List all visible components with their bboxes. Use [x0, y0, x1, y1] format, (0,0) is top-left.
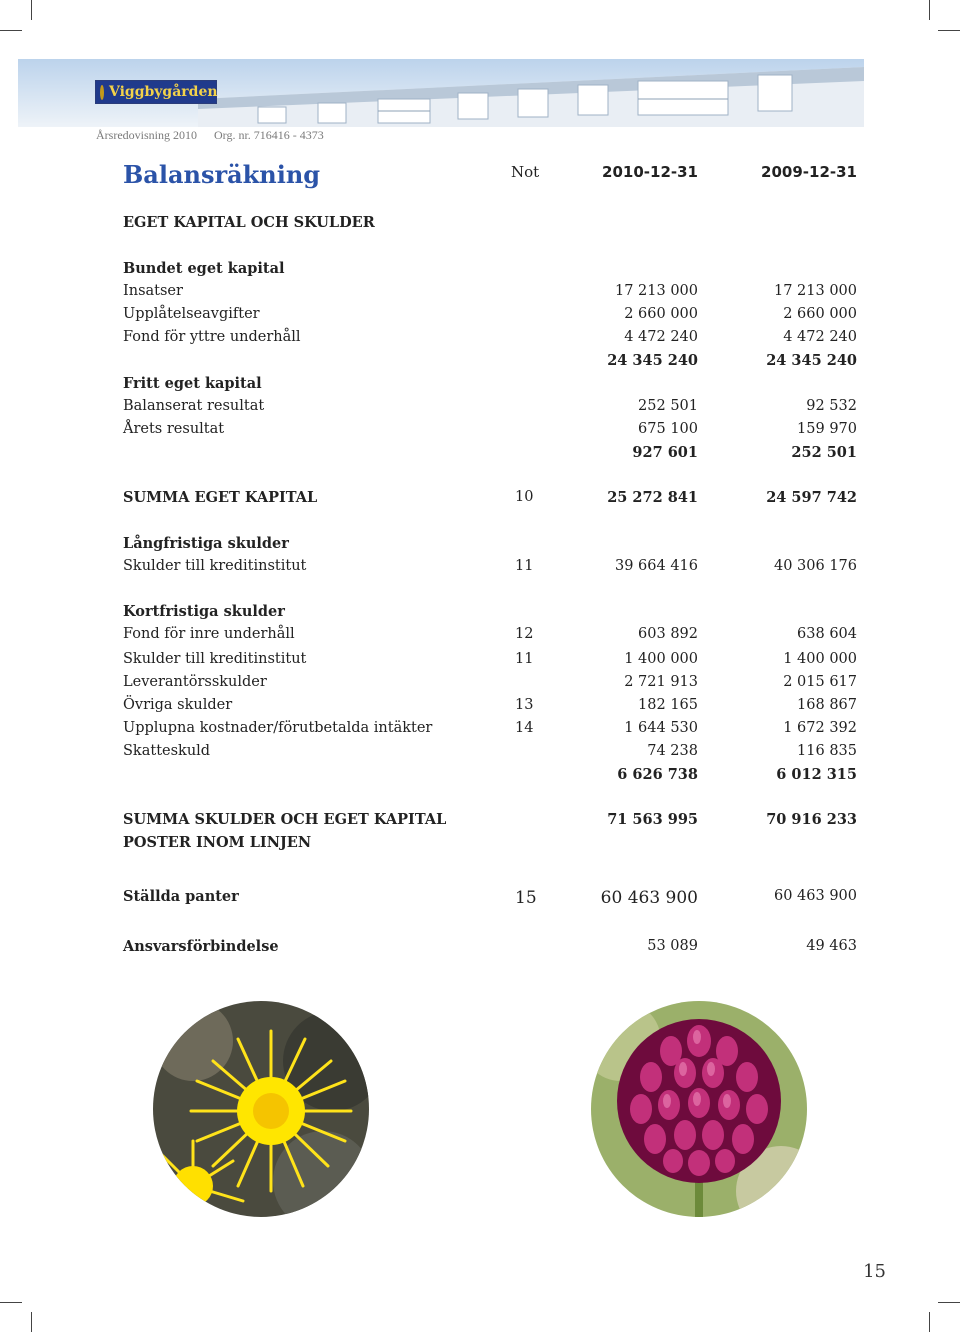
subtotal-row	[0, 352, 960, 372]
value-2009: 70 916 233	[766, 811, 857, 828]
row-label: Ansvarsförbindelse	[123, 938, 279, 955]
value-2009: 1 400 000	[783, 651, 857, 667]
crop-mark	[0, 1302, 22, 1303]
table-row	[0, 306, 960, 326]
value-2010: 2 721 913	[624, 674, 698, 690]
total-row	[0, 811, 960, 831]
value-2010: 1 644 530	[624, 720, 698, 736]
row-label: Långfristiga skulder	[123, 535, 289, 552]
crop-mark	[31, 0, 32, 20]
row-label: Upplupna kostnader/förutbetalda intäkter	[123, 720, 433, 736]
table-row	[0, 888, 960, 908]
coltsfoot-flower-photo	[153, 1001, 369, 1217]
table-row	[0, 743, 960, 763]
value-2010: 1 400 000	[624, 651, 698, 667]
row-label: Insatser	[123, 283, 183, 299]
crop-mark	[938, 1302, 960, 1303]
value-2010: 53 089	[647, 938, 698, 954]
value-2010: 39 664 416	[614, 558, 698, 574]
table-row	[0, 651, 960, 671]
section-heading	[0, 535, 960, 555]
row-note: 11	[515, 651, 534, 667]
crop-mark	[929, 0, 930, 20]
table-row	[0, 398, 960, 418]
row-label: Fritt eget kapital	[123, 375, 262, 392]
row-label: Balanserat resultat	[123, 398, 265, 414]
value-2010: 182 165	[638, 697, 698, 713]
value-2009: 40 306 176	[773, 558, 857, 574]
value-2009: 2 660 000	[783, 306, 857, 322]
report-title: Årsredovisning 2010	[96, 128, 197, 142]
value-2009: 252 501	[791, 444, 857, 461]
report-subline	[96, 128, 324, 143]
value-2009: 4 472 240	[783, 329, 857, 345]
table-row	[0, 674, 960, 694]
value-2010: 71 563 995	[607, 811, 698, 828]
row-label: Fond för yttre underhåll	[123, 329, 301, 345]
crop-mark	[0, 30, 22, 31]
row-label: Bundet eget kapital	[123, 260, 285, 277]
value-2010: 252 501	[638, 398, 698, 414]
row-note: 12	[515, 626, 534, 642]
value-2009: 1 672 392	[783, 720, 857, 736]
row-note: 10	[515, 489, 534, 505]
row-label: Ställda panter	[123, 888, 239, 905]
column-header-2009: 2009-12-31	[761, 163, 857, 181]
column-header-note: Not	[511, 163, 540, 181]
value-2009: 6 012 315	[776, 766, 857, 783]
value-2010: 24 345 240	[607, 352, 698, 369]
value-2009: 2 015 617	[783, 674, 857, 690]
value-2009: 24 597 742	[766, 489, 857, 506]
row-note: 13	[515, 697, 534, 713]
org-number: Org. nr. 716416 - 4373	[214, 128, 324, 142]
page-number: 15	[863, 1261, 886, 1282]
row-note: 11	[515, 558, 534, 574]
row-label: Årets resultat	[123, 421, 225, 437]
value-2010: 6 626 738	[617, 766, 698, 783]
value-2010: 74 238	[647, 743, 698, 759]
page-title: Balansräkning	[123, 160, 321, 189]
table-row	[0, 283, 960, 303]
row-note: 15	[515, 888, 537, 908]
row-label: POSTER INOM LINJEN	[123, 834, 312, 851]
row-label: Skatteskuld	[123, 743, 211, 759]
value-2009: 638 604	[797, 626, 857, 642]
logo-emblem-icon	[100, 85, 104, 100]
value-2009: 159 970	[797, 421, 857, 437]
value-2010: 603 892	[638, 626, 698, 642]
crop-mark	[31, 1312, 32, 1332]
value-2009: 49 463	[806, 938, 857, 954]
table-row	[0, 697, 960, 717]
row-label: Skulder till kreditinstitut	[123, 651, 307, 667]
subtotal-row	[0, 444, 960, 464]
section-heading	[0, 834, 960, 854]
row-label: EGET KAPITAL OCH SKULDER	[123, 214, 375, 231]
column-header-2010: 2010-12-31	[602, 163, 698, 181]
subtotal-row	[0, 766, 960, 786]
section-heading	[0, 603, 960, 623]
value-2010: 17 213 000	[614, 283, 698, 299]
value-2009: 24 345 240	[766, 352, 857, 369]
value-2009: 60 463 900	[773, 888, 857, 904]
value-2009: 116 835	[797, 743, 857, 759]
allium-flower-photo	[591, 1001, 807, 1217]
row-label: Kortfristiga skulder	[123, 603, 285, 620]
value-2010: 4 472 240	[624, 329, 698, 345]
crop-mark	[938, 30, 960, 31]
value-2009: 168 867	[797, 697, 857, 713]
table-row	[0, 421, 960, 441]
row-label: Övriga skulder	[123, 697, 233, 713]
section-heading	[0, 214, 960, 234]
table-row	[0, 626, 960, 646]
table-row	[0, 329, 960, 349]
table-row	[0, 720, 960, 740]
value-2009: 92 532	[806, 398, 857, 414]
value-2010: 2 660 000	[624, 306, 698, 322]
row-label: Upplåtelseavgifter	[123, 306, 260, 322]
value-2010: 25 272 841	[607, 489, 698, 506]
section-heading	[0, 375, 960, 395]
logo-text: Viggbygården	[109, 84, 218, 100]
row-label: Skulder till kreditinstitut	[123, 558, 307, 574]
value-2010: 927 601	[632, 444, 698, 461]
value-2009: 17 213 000	[773, 283, 857, 299]
row-label: SUMMA EGET KAPITAL	[123, 489, 318, 506]
total-row	[0, 489, 960, 509]
row-label: SUMMA SKULDER OCH EGET KAPITAL	[123, 811, 447, 828]
value-2010: 675 100	[638, 421, 698, 437]
crop-mark	[929, 1312, 930, 1332]
row-note: 14	[515, 720, 534, 736]
row-label: Leverantörsskulder	[123, 674, 267, 690]
table-row	[0, 938, 960, 958]
section-heading	[0, 260, 960, 280]
value-2010: 60 463 900	[600, 888, 698, 908]
table-row	[0, 558, 960, 578]
row-label: Fond för inre underhåll	[123, 626, 295, 642]
logo	[95, 80, 217, 104]
